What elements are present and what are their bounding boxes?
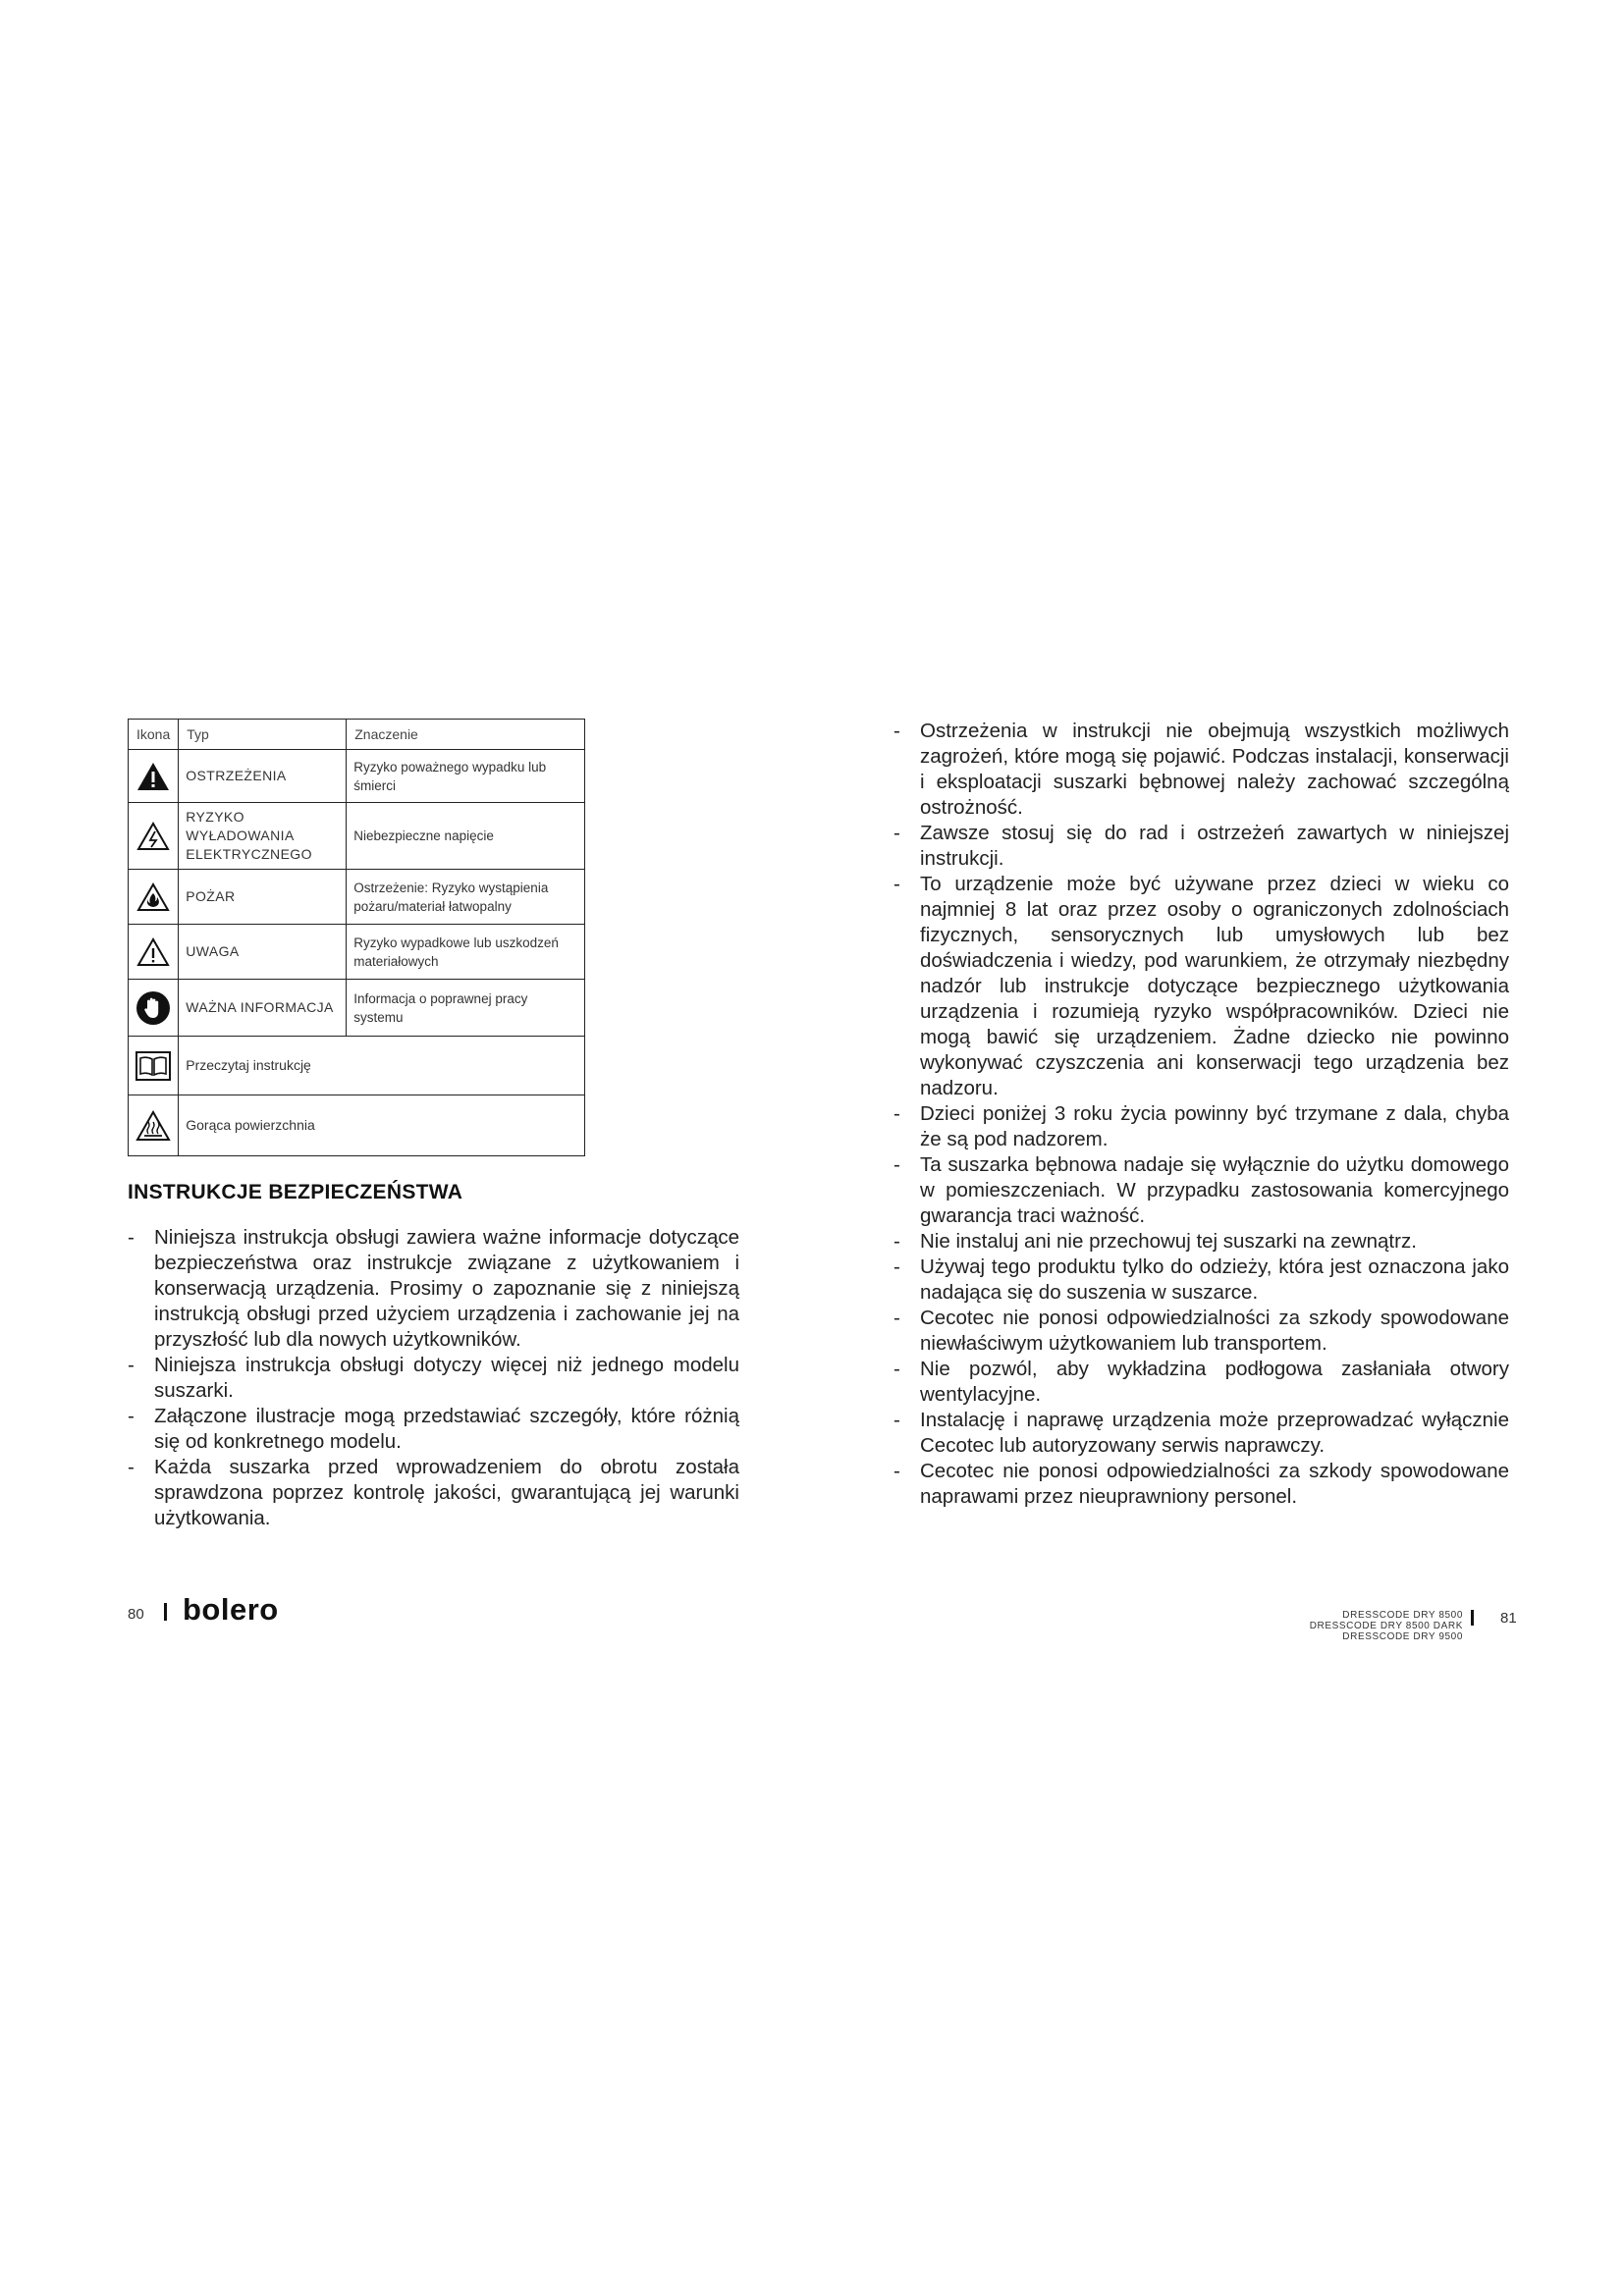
table-row: [129, 750, 585, 803]
table-row: [129, 1037, 585, 1095]
list-item: - Używaj tego produktu tylko do odzieży, która jest oznaczona jako nadająca się do suszenia w suszarce.: [893, 1255, 1509, 1306]
row-type: POŻAR: [179, 870, 347, 925]
list-item: - Nie pozwól, aby wykładzina podłogowa zasłaniała otwory wentylacyjne.: [893, 1357, 1509, 1408]
header-icon: Ikona: [129, 720, 179, 750]
list-item: - Cecotec nie ponosi odpowiedzialności za szkody spowodowane naprawami przez nieuprawniony personel.: [893, 1459, 1509, 1510]
list-item: - Nie instaluj ani nie przechowuj tej suszarki na zewnątrz.: [893, 1229, 1509, 1255]
list-item: - Niniejsza instrukcja obsługi dotyczy więcej niż jednego modelu suszarki.: [128, 1353, 739, 1404]
row-type: RYZYKO WYŁADOWANIA ELEKTRYCZNEGO: [179, 803, 347, 870]
page-number-right: 81: [1500, 1610, 1517, 1627]
electric-shock-icon: [129, 803, 179, 870]
divider-bar: [1471, 1610, 1474, 1626]
hand-stop-icon: [129, 980, 179, 1037]
warning-filled-icon: [129, 750, 179, 803]
table-row: [129, 925, 585, 980]
list-item: - Ostrzeżenia w instrukcji nie obejmują wszystkich możliwych zagrożeń, które mogą się pojawić. Podczas instalacji, konserwacji i eksploatacji suszarki bębnowej należy zachować szczególną ostrożność.: [893, 719, 1509, 821]
caution-icon: [129, 925, 179, 980]
table-row: [129, 1095, 585, 1156]
section-heading: INSTRUKCJE BEZPIECZEŃSTWA: [128, 1181, 463, 1203]
list-item: - Cecotec nie ponosi odpowiedzialności za szkody spowodowane niewłaściwym użytkowaniem lub transportem.: [893, 1306, 1509, 1357]
symbol-table: [128, 719, 585, 1156]
row-meaning: Ostrzeżenie: Ryzyko wystąpienia pożaru/materiał łatwopalny: [347, 870, 585, 925]
row-type: OSTRZEŻENIA: [179, 750, 347, 803]
table-row: [129, 803, 585, 870]
row-type: Gorąca powierzchnia: [179, 1095, 585, 1156]
row-type: UWAGA: [179, 925, 347, 980]
safety-list-left: [128, 1225, 739, 1531]
row-type: WAŻNA INFORMACJA: [179, 980, 347, 1037]
list-item: - Ta suszarka bębnowa nadaje się wyłącznie do użytku domowego w pomieszczeniach. W przypadku zastosowania komercyjnego gwarancja traci ważność.: [893, 1152, 1509, 1229]
model-list: [1267, 1610, 1463, 1642]
table-row: [129, 980, 585, 1037]
list-item: - To urządzenie może być używane przez dzieci w wieku co najmniej 8 lat oraz przez osoby o ograniczonych zdolnościach fizycznych, sensorycznych lub umysłowych lub bez doświadczenia i wiedzy, pod warunkiem, że otrzymały niezbędny nadzór lub instrukcje dotyczące bezpiecznego użytkowania urządzenia i rozumieją ryzyko współpracowników. Dzieci nie mogą bawić się urządzeniem. Żadne dziecko nie powinno wykonywać czyszczenia ani konserwacji tego urządzenia bez nadzoru.: [893, 872, 1509, 1101]
hot-surface-icon: [129, 1095, 179, 1156]
row-meaning: Ryzyko poważnego wypadku lub śmierci: [347, 750, 585, 803]
row-type: Przeczytaj instrukcję: [179, 1037, 585, 1095]
list-item: - Dzieci poniżej 3 roku życia powinny być trzymane z dala, chyba że są pod nadzorem.: [893, 1101, 1509, 1152]
row-meaning: Niebezpieczne napięcie: [347, 803, 585, 870]
header-type: Typ: [179, 720, 347, 750]
fire-icon: [129, 870, 179, 925]
list-item: - Zawsze stosuj się do rad i ostrzeżeń zawartych w niniejszej instrukcji.: [893, 821, 1509, 872]
table-row: [129, 870, 585, 925]
table-header-row: [129, 720, 585, 750]
row-meaning: Ryzyko wypadkowe lub uszkodzeń materiałowych: [347, 925, 585, 980]
list-item: - Niniejsza instrukcja obsługi zawiera ważne informacje dotyczące bezpieczeństwa oraz instrukcje związane z użytkowaniem i konserwacją urządzenia. Prosimy o zapoznanie się z niniejszą instrukcją obsługi przed użyciem urządzenia i zachowanie jej na przyszłość lub dla nowych użytkowników.: [128, 1225, 739, 1353]
list-item: - Instalację i naprawę urządzenia może przeprowadzać wyłącznie Cecotec lub autoryzowany serwis naprawczy.: [893, 1408, 1509, 1459]
safety-list-right: [893, 719, 1509, 1510]
header-meaning: Znaczenie: [347, 720, 585, 750]
model-name: DRESSCODE DRY 9500: [1342, 1631, 1463, 1642]
divider-bar: [164, 1603, 167, 1621]
list-item: - Każda suszarka przed wprowadzeniem do obrotu została sprawdzona poprzez kontrolę jakości, gwarantującą jej warunki użytkowania.: [128, 1455, 739, 1531]
model-name: DRESSCODE DRY 8500 DARK: [1309, 1621, 1463, 1631]
read-manual-icon: [129, 1037, 179, 1095]
list-item: - Załączone ilustracje mogą przedstawiać szczegóły, które różnią się od konkretnego modelu.: [128, 1404, 739, 1455]
row-meaning: Informacja o poprawnej pracy systemu: [347, 980, 585, 1037]
brand-logo: bolero: [183, 1592, 279, 1627]
model-name: DRESSCODE DRY 8500: [1342, 1610, 1463, 1621]
page-number-left: 80: [128, 1606, 144, 1623]
